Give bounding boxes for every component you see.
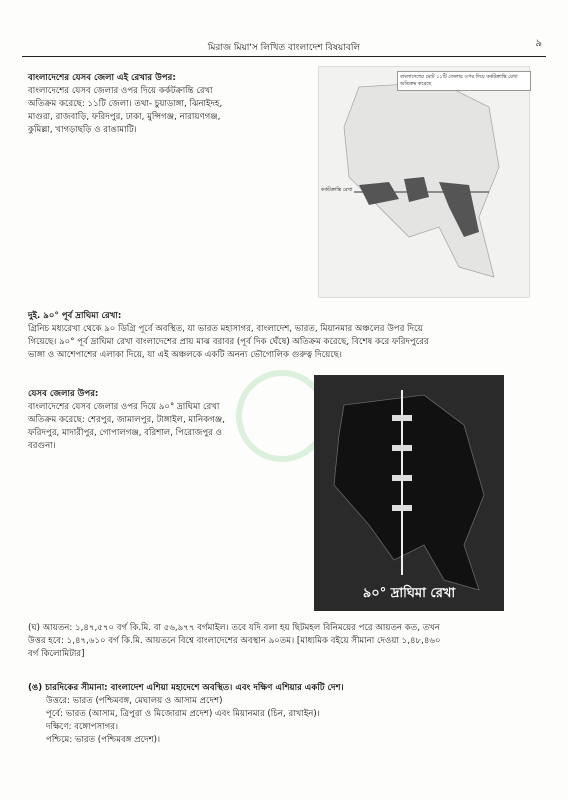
section-heading: বাংলাদেশের যেসব জেলা এই রেখার উপর:	[28, 73, 176, 83]
text-line: অতিক্রম করেছে: ১১টি জেলা। তথা- চুয়াডাঙ্গা, ঝিনাইদহ,	[28, 99, 223, 109]
section-area	[28, 622, 548, 661]
text-line: কুমিল্লা, খাগড়াছড়ি ও রাঙামাটি।	[28, 125, 137, 135]
header-rule	[22, 56, 546, 57]
section-longitude	[28, 310, 548, 362]
section-longitude-districts	[28, 388, 308, 453]
text-line: গ্রিনিচ মধ্যরেখা থেকে ৯০ ডিগ্রি পূর্বে অবস্থিত, যা ভারত মহাসাগর, বাংলাদেশ, ভারত, মিয়ানমার অঞ্চলের উপর দিয়ে	[28, 324, 423, 334]
bangladesh-map-image	[319, 67, 529, 297]
text-line: উত্তর হবে: ১,৪৭,৬১০ বর্গ কি.মি. আয়তনে বিশ্বে বাংলাদেশের অবস্থান ৯০তম। [মাধ্যমিক বইয়ে সীমানা দেওয়া ১,৪৮,৪৬০	[28, 636, 441, 646]
section-heading: দুই. ৯০° পূর্ব দ্রাঘিমা রেখা:	[28, 311, 122, 321]
longitude-map-figure	[314, 375, 504, 611]
section-heading: যেসব জেলার উপর:	[28, 389, 99, 399]
page-number: ৯	[535, 38, 542, 49]
text-line: (ঙ) চারদিকের সীমানা: বাংলাদেশ এশিয়া মহাদেশে অবস্থিত। এবং দক্ষিণ এশিয়ার একটি দেশ।	[28, 683, 344, 693]
text-line: দক্ষিণে: বঙ্গোপসাগর।	[46, 722, 119, 732]
text-line: গিয়েছে। ৯০° পূর্ব দ্রাঘিমা রেখা বাংলাদেশের প্রায় মাঝ বরাবর (পূর্ব দিক ঘেঁষে) অতিক্রম করেছে, বিশেষ করে ফরিদপুরের	[28, 337, 429, 347]
longitude-map-image	[314, 375, 504, 611]
text-line: (ঘ) আয়তন: ১,৪৭,৫৭০ বর্গ কি.মি. বা ৫৬,৯৭৭ বর্গমাইল। তবে যদি বলা হয় ছিটমহল বিনিময়ের পরে আয়তন কত, তখন	[28, 623, 440, 633]
tropic-map-figure	[318, 66, 530, 298]
text-line: ফরিদপুর, মাদারীপুর, গোপালগঞ্জ, বরিশাল, পিরোজপুর ও	[28, 428, 222, 438]
text-line: বর্গ কিলোমিটার]	[28, 649, 85, 659]
section-tropic	[28, 72, 303, 137]
map-legend: বাংলাদেশের মোট ১১টি জেলার ওপর দিয়ে কর্কটক্রান্তি রেখা অতিক্রম করেছে	[397, 71, 531, 91]
text-line: বাংলাদেশের যেসব জেলার ওপর দিয়ে ৯০° দ্রাঘিমা রেখা	[28, 402, 220, 412]
text-line: পশ্চিমে: ভারত (পশ্চিমবঙ্গ প্রদেশ)।	[46, 735, 161, 745]
map-tropic-label: কর্কটক্রান্তি রেখা	[321, 187, 353, 193]
text-line: পূর্বে: ভারত (আসাম, ত্রিপুরা ও মিজোরাম প্রদেশ) এবং মিয়ানমার (চিন, রাখাইন)।	[46, 709, 320, 719]
text-line: মাগুরা, রাজবাড়ি, ফরিদপুর, ঢাকা, মুন্সিগঞ্জ, নারায়ণগঞ্জ,	[28, 112, 221, 122]
text-line: বরগুনা।	[28, 441, 56, 451]
text-line: অতিক্রম করেছে: শেরপুর, জামালপুর, টাঙ্গাইল, মানিকগঞ্জ,	[28, 415, 225, 425]
text-line: ভাঙ্গা ও আশেপাশের এলাকা দিয়ে, যা এই অঞ্চলকে একটি অনন্য ভৌগোলিক গুরুত্ব দিয়েছে।	[28, 350, 343, 360]
text-line: উত্তরে: ভারত (পশ্চিমবঙ্গ, মেঘালয় ও আসাম প্রদেশ)	[46, 696, 223, 706]
section-borders	[28, 682, 548, 747]
running-header: মিরাজ মিয়া'স লিখিত বাংলাদেশ বিষয়াবলি	[207, 43, 361, 53]
map-caption: ৯০° দ্রাঘিমা রেখা	[362, 586, 456, 601]
text-line: বাংলাদেশের যেসব জেলার ওপর দিয়ে কর্কটক্রান্তি রেখা	[28, 86, 213, 96]
